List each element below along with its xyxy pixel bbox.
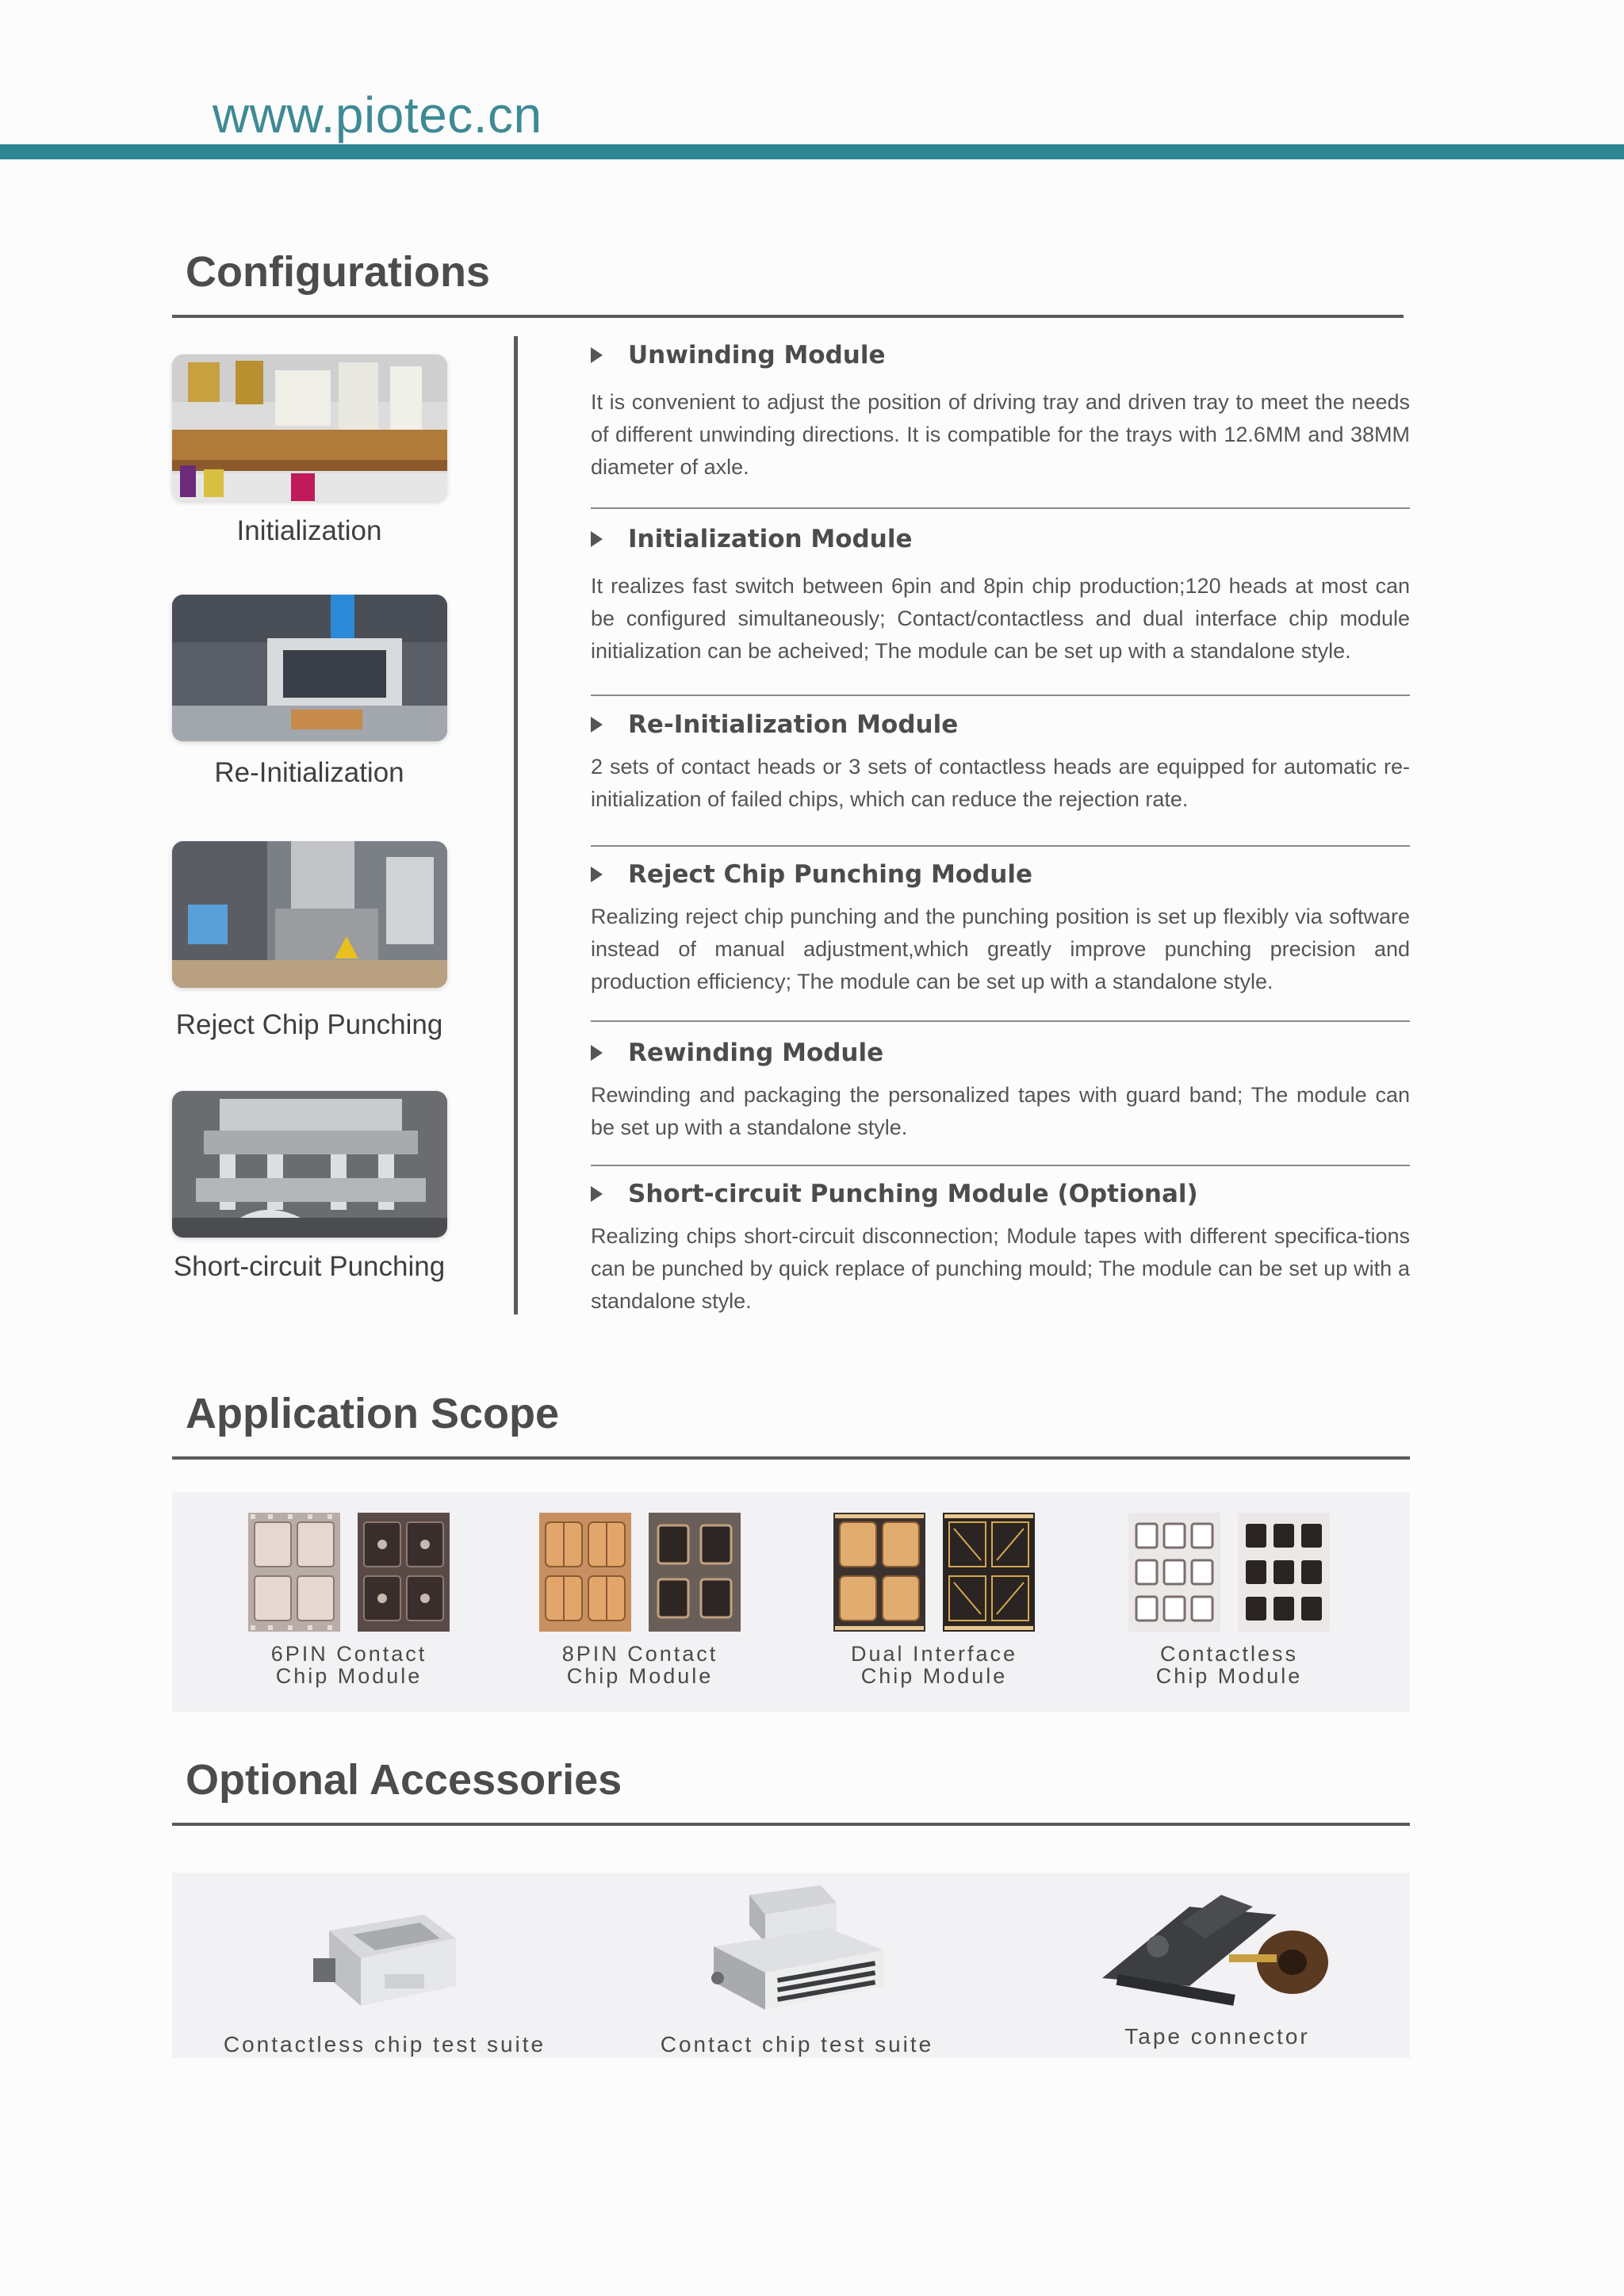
module-divider <box>591 695 1410 696</box>
module-description: 2 sets of contact heads or 3 sets of contactless heads are equipped for automatic re-initialization of failed chips, which can reduce the rejection rate. <box>591 755 1410 811</box>
accessory-label: Contact chip test suite <box>660 2032 934 2057</box>
contactless-chip-dark-icon <box>1238 1513 1330 1632</box>
accessory-contact-test-suite <box>650 1879 944 2057</box>
module-reject-punching <box>591 856 1410 998</box>
application-scope-title: Application Scope <box>186 1390 560 1437</box>
dual-interface-chip-dark-icon <box>943 1513 1035 1632</box>
configurations-rule <box>172 315 1404 318</box>
module-description: Rewinding and packaging the personalized tapes with guard band; The module can be set up with a standalone style. <box>591 1083 1410 1139</box>
dual-interface-chip-gold-icon <box>833 1513 925 1632</box>
contactless-chip-light-icon <box>1128 1513 1220 1632</box>
app-item-dual-interface <box>815 1513 1053 1687</box>
reinitialization-caption: Re-Initialization <box>214 757 404 788</box>
reject-punching-photo <box>172 841 447 988</box>
8pin-chip-gold-icon <box>539 1513 631 1632</box>
application-scope-rule <box>172 1456 1410 1460</box>
app-item-label: Dual Interface Chip Module <box>850 1642 1018 1688</box>
module-short-circuit-punching <box>591 1176 1410 1318</box>
app-item-label: Contactless Chip Module <box>1155 1642 1303 1688</box>
module-title: Unwinding Module <box>628 341 886 369</box>
triangle-bullet-icon <box>591 347 603 363</box>
triangle-bullet-icon <box>591 531 603 547</box>
module-unwinding <box>591 337 1410 484</box>
optional-accessories-rule <box>172 1823 1410 1826</box>
8pin-chip-dark-icon <box>649 1513 741 1632</box>
contact-test-suite-icon <box>702 1879 892 2018</box>
short-circuit-punching-caption: Short-circuit Punching <box>173 1251 446 1282</box>
module-description: It realizes fast switch between 6pin and 8pin chip production;120 heads at most can be configured simultaneously; Contact/contactless and dual interface chip module initialization can be acheived; The module can be set up with a standalone style. <box>591 574 1410 663</box>
triangle-bullet-icon <box>591 717 603 733</box>
6pin-chip-dark-icon <box>358 1513 450 1632</box>
initialization-photo <box>172 354 447 501</box>
app-item-label: 8PIN Contact Chip Module <box>561 1642 718 1688</box>
module-divider <box>591 507 1410 509</box>
module-divider <box>591 1165 1410 1166</box>
accessory-tape-connector <box>1031 1891 1404 2049</box>
module-title: Initialization Module <box>628 525 913 553</box>
module-title: Rewinding Module <box>628 1039 884 1067</box>
triangle-bullet-icon <box>591 1186 603 1202</box>
module-title: Re-Initialization Module <box>628 710 959 739</box>
reject-punching-caption: Reject Chip Punching <box>175 1009 443 1040</box>
contactless-test-suite-icon <box>305 1899 464 2018</box>
module-reinitialization <box>591 706 1410 816</box>
app-item-8pin <box>521 1513 759 1687</box>
configurations-title: Configurations <box>186 248 490 296</box>
module-description: It is convenient to adjust the position of driving tray and driven tray to meet the needs of different unwinding directions. It is compatible for the trays with 12.6MM and 38MM diameter of axle. <box>591 390 1410 479</box>
initialization-caption: Initialization <box>236 515 382 546</box>
short-circuit-punching-photo <box>172 1091 447 1238</box>
module-initialization <box>591 521 1410 668</box>
triangle-bullet-icon <box>591 1045 603 1061</box>
optional-accessories-title: Optional Accessories <box>186 1756 622 1804</box>
app-item-contactless <box>1110 1513 1348 1687</box>
module-description: Realizing chips short-circuit disconnection; Module tapes with different specifica-tions can be punched by quick replace of punching mould; The module can be set up with a standalone style. <box>591 1224 1410 1313</box>
accessory-contactless-test-suite <box>222 1899 547 2057</box>
header-bar <box>0 144 1624 159</box>
module-divider <box>591 1020 1410 1022</box>
module-divider <box>591 845 1410 847</box>
tape-connector-icon <box>1094 1891 1340 2010</box>
module-rewinding <box>591 1035 1410 1144</box>
site-url[interactable]: www.piotec.cn <box>213 86 542 144</box>
module-title: Reject Chip Punching Module <box>628 860 1033 889</box>
module-title: Short-circuit Punching Module (Optional) <box>628 1180 1198 1208</box>
accessory-label: Contactless chip test suite <box>223 2032 546 2057</box>
configurations-divider <box>514 336 518 1314</box>
module-description: Realizing reject chip punching and the punching position is set up flexibly via software instead of manual adjustment,which greatly improve punching precision and production efficiency; The module can be set up with a standalone style. <box>591 905 1410 993</box>
triangle-bullet-icon <box>591 867 603 882</box>
6pin-chip-light-icon <box>248 1513 340 1632</box>
app-item-6pin <box>230 1513 468 1687</box>
reinitialization-photo <box>172 595 447 741</box>
accessory-label: Tape connector <box>1124 2024 1310 2049</box>
app-item-label: 6PIN Contact Chip Module <box>270 1642 427 1688</box>
